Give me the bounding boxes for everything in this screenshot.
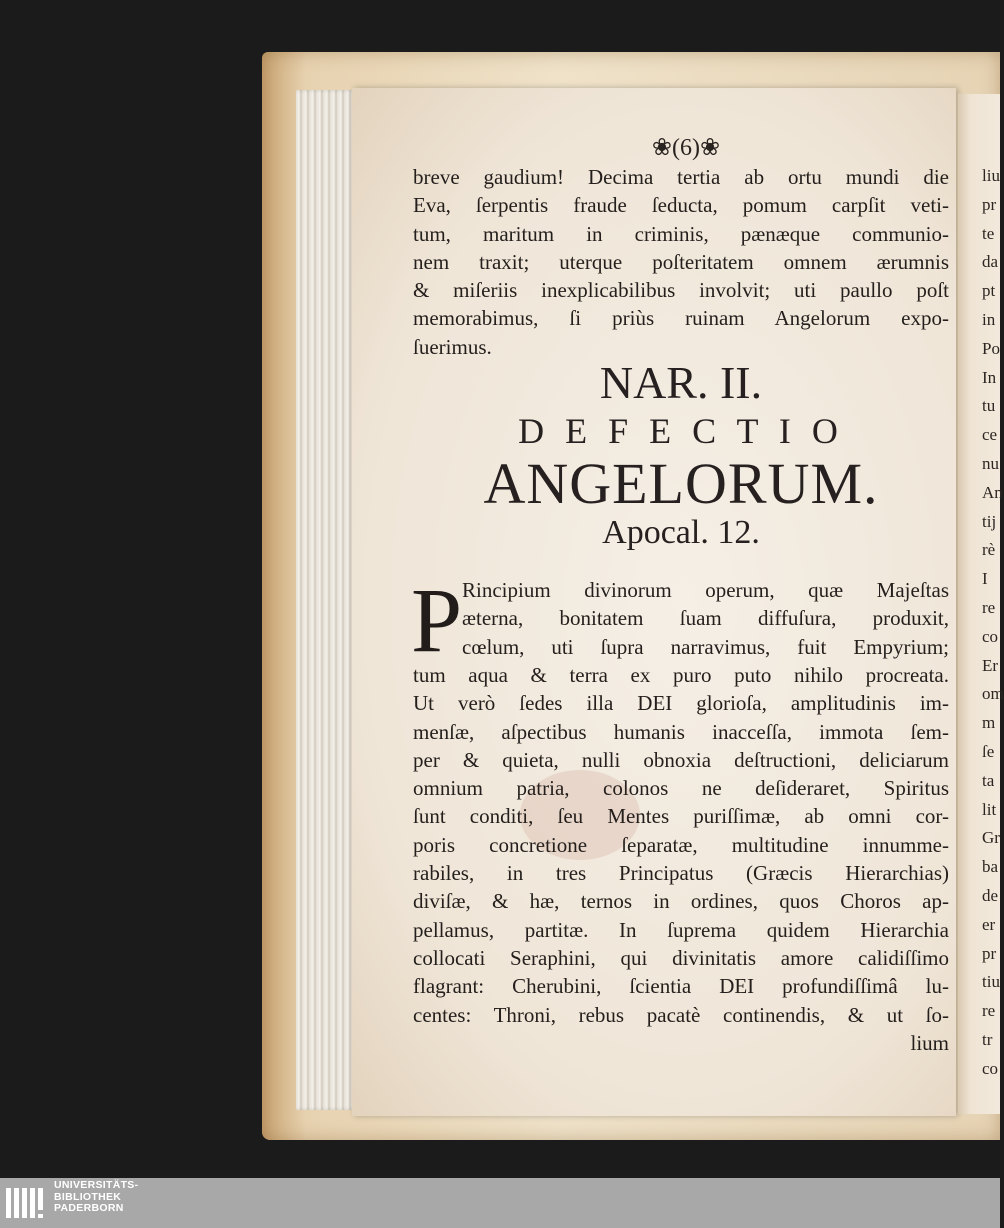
text-line: rabiles, in tres Principatus (Græcis Hierarchias)	[413, 861, 949, 886]
section-title-line1: D E F E C T I O	[518, 411, 844, 451]
library-footer-bar	[0, 1178, 1000, 1228]
library-logo-icon	[6, 1182, 50, 1224]
right-page-fragment: ba	[982, 857, 999, 877]
right-page-fragment: I	[982, 569, 988, 589]
right-page-fragment: ce	[982, 425, 998, 445]
right-page-fragment: pr	[982, 943, 997, 963]
right-page-fragment: te	[982, 223, 995, 243]
right-page-fragment: ta	[982, 770, 995, 790]
text-line: pellamus, partitæ. In ſuprema quidem Hierarchia	[413, 917, 949, 942]
right-page-fragment: om	[982, 684, 1004, 704]
right-page-fragment: ſe	[982, 742, 995, 761]
text-line: centes: Throni, rebus pacatè continendis, & ut ſo-	[413, 1002, 949, 1027]
right-page-fragment: tiu	[982, 972, 1000, 992]
catchword: lium	[910, 1030, 949, 1055]
right-page-fragment: pt	[982, 281, 996, 301]
text-line: æterna, bonitatem ſuam diffuſura, produxit,	[462, 606, 949, 631]
right-page-fragment: Er	[982, 655, 999, 675]
text-line: Eva, ſerpentis fraude ſeducta, pomum carpſit veti-	[413, 193, 949, 218]
right-page-fragment: co	[982, 626, 999, 646]
right-page-fragment: lit	[982, 799, 997, 819]
page-edges	[296, 90, 358, 1110]
right-page-fragment: An	[982, 482, 1003, 502]
right-page-fragment: tij	[982, 511, 997, 531]
text-line: tum, maritum in criminis, pænæque communio-	[413, 221, 949, 246]
text-line: menſæ, aſpectibus humanis inacceſſa, immota ſem-	[413, 719, 949, 744]
text-line: Rincipium divinorum operum, quæ Majeſtas	[462, 578, 949, 602]
right-page-fragment: re	[982, 1001, 996, 1021]
scripture-reference: Apocal. 12.	[602, 514, 760, 551]
text-line: diviſæ, & hæ, ternos in ordines, quos Choros ap-	[413, 889, 949, 914]
intro-paragraph	[413, 163, 949, 361]
text-line: per & quieta, nulli obnoxia deſtructioni, deliciarum	[413, 747, 949, 772]
text-line: collocati Seraphini, qui divinitatis amore calidiſſimo	[413, 945, 949, 970]
right-page-fragment: da	[982, 252, 999, 272]
right-page-fragment: nu	[982, 454, 999, 473]
right-page-fragment: In	[982, 367, 997, 387]
library-name-line3: PADERBORN	[54, 1202, 124, 1214]
section-number: NAR. II.	[599, 357, 763, 408]
text-line: ſunt conditi, ſeu Mentes puriſſimæ, ab omni cor-	[413, 804, 949, 829]
text-line: breve gaudium! Decima tertia ab ortu mundi die	[413, 165, 949, 189]
text-line: poris concretione ſeparatæ, multitudine innumme-	[413, 832, 949, 857]
drop-cap: P	[411, 569, 463, 671]
right-page-fragment: pr	[982, 194, 997, 214]
right-page-fragment: re	[982, 598, 996, 617]
right-page-fragment: rè	[982, 540, 996, 560]
text-line: tum aqua & terra ex puro puto nihilo procreata.	[413, 663, 949, 687]
library-name-line1: UNIVERSITÄTS-	[54, 1179, 139, 1191]
body-paragraph	[413, 661, 949, 1057]
right-page-fragment: tr	[982, 1030, 993, 1049]
right-page-fragment: Po	[982, 338, 1000, 358]
page-number-header: ❀(6)❀	[651, 135, 721, 161]
text-line: omnium patria, colonos ne deſideraret, Spiritus	[413, 776, 949, 801]
text-line: Ut verò ſedes illa DEI glorioſa, amplitudinis im-	[413, 691, 949, 716]
right-page-fragment: er	[982, 914, 996, 934]
right-page-fragment: Gr	[982, 828, 1000, 848]
right-page-edge	[958, 94, 1004, 1114]
text-line: nem traxit; uterque poſteritatem omnem ærumnis	[413, 249, 949, 274]
body-paragraph-indented	[462, 576, 949, 661]
right-page-fragment: in	[982, 310, 996, 329]
right-page-fragment: liu	[982, 166, 1000, 185]
text-line: ſuerimus.	[413, 334, 492, 359]
text-line: cœlum, uti ſupra narravimus, fuit Empyrium;	[462, 634, 949, 659]
right-page-fragment: tu	[982, 396, 996, 416]
library-name-line2: BIBLIOTHEK	[54, 1190, 122, 1203]
right-page-fragment: m	[982, 713, 996, 733]
section-title-line2: ANGELORUM.	[483, 451, 879, 516]
text-line: flagrant: Cherubini, ſcientia DEI profundiſſimâ lu-	[413, 974, 949, 999]
right-page-fragment: co	[982, 1058, 999, 1078]
right-page-fragment: de	[982, 886, 999, 905]
library-name	[54, 1180, 138, 1215]
text-line: & miſeriis inexplicabilibus involvit; uti paullo poſt	[413, 278, 949, 303]
text-line: memorabimus, ſi priùs ruinam Angelorum expo-	[413, 306, 949, 331]
